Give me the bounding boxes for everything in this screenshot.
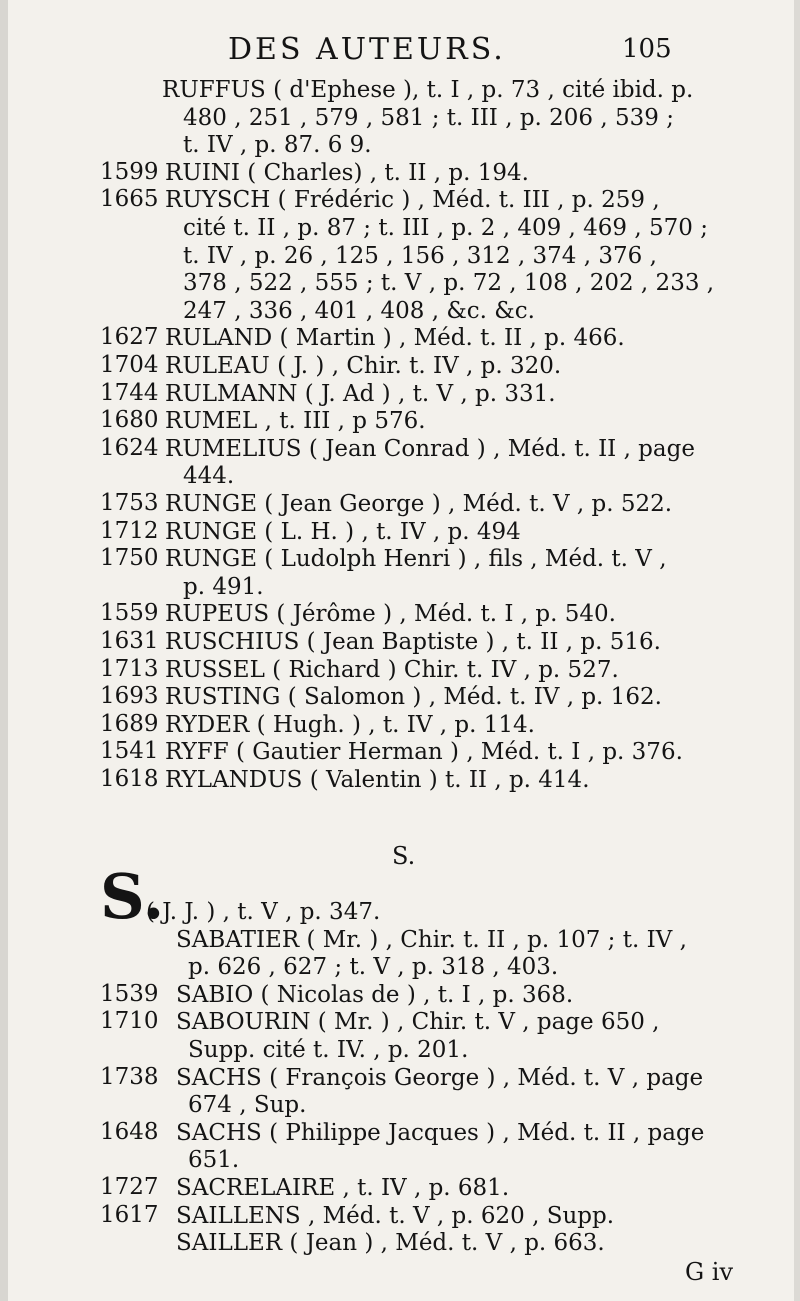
entry-year: 1753 (100, 490, 159, 516)
entry-author: RUPEUS ( Jérôme ) , Méd. t. I , p. 540. (165, 601, 616, 628)
signature-mark: G iv (685, 1258, 734, 1286)
entry-year: 1541 (100, 738, 159, 765)
entry-author: RULEAU ( J. ) , Chir. t. IV , p. 320. (165, 353, 562, 379)
entry-year: 1693 (100, 683, 159, 710)
entry-author: RUNGE ( L. H. ) , t. IV , p. 494 (165, 518, 521, 545)
entry-author: RUINI ( Charles) , t. II , p. 194. (165, 159, 529, 186)
entry-author: RUSSEL ( Richard ) Chir. t. IV , p. 527. (165, 656, 619, 683)
entry-author: SABOURIN ( Mr. ) , Chir. t. V , page 650 , (176, 1009, 660, 1036)
entry-author: SACHS ( Philippe Jacques ) , Méd. t. II , page (176, 1119, 705, 1146)
entry-year: 1689 (100, 710, 159, 737)
entry-author: RUMEL , t. III , p 576. (165, 408, 426, 435)
entry-year: 1627 (100, 324, 159, 351)
entry-continuation: Supp. cité t. IV. , p. 201. (188, 1037, 469, 1063)
large-initial-letter: S. (100, 860, 165, 933)
entry-author: SAILLENS , Méd. t. V , p. 620 , Supp. (176, 1202, 615, 1229)
entry-year: 1648 (100, 1118, 159, 1145)
entry-author: RUSCHIUS ( Jean Baptiste ) , t. II , p. 516. (165, 629, 661, 655)
entry-author: RULAND ( Martin ) , Méd. t. II , p. 466. (165, 325, 625, 352)
entry-continuation: p. 626 , 627 ; t. V , p. 318 , 403. (188, 954, 559, 981)
section-heading: S. (392, 842, 416, 870)
entry-continuation: t. IV , p. 87. 6 9. (183, 132, 372, 159)
entry-author: ( J. J. ) , t. V , p. 347. (146, 899, 381, 925)
entry-year: 1539 (100, 980, 159, 1007)
entry-continuation: t. IV , p. 26 , 125 , 156 , 312 , 374 , 376 , (183, 242, 657, 269)
entry-author: SACHS ( François George ) , Méd. t. V , page (176, 1064, 704, 1091)
entry-year: 1713 (100, 655, 159, 682)
entry-author: RULMANN ( J. Ad ) , t. V , p. 331. (165, 380, 556, 407)
entry-continuation: 444. (183, 463, 235, 490)
page-edge-left (0, 0, 8, 1301)
entry-continuation: 651. (188, 1147, 240, 1174)
entry-year: 1744 (100, 379, 159, 406)
entry-author: RUMELIUS ( Jean Conrad ) , Méd. t. II , page (165, 435, 695, 462)
entry-year: 1712 (100, 517, 159, 544)
entry-year: 1618 (100, 766, 159, 792)
page-number: 105 (622, 34, 672, 64)
entry-year: 1624 (100, 434, 159, 461)
entry-continuation: 674 , Sup. (188, 1092, 307, 1119)
entry-year: 1738 (100, 1063, 159, 1090)
entry-continuation: 480 , 251 , 579 , 581 ; t. III , p. 206 , 539 ; (183, 104, 674, 131)
entry-year: 1727 (100, 1174, 159, 1200)
entry-year: 1617 (100, 1201, 159, 1228)
entry-author: SACRELAIRE , t. IV , p. 681. (176, 1175, 510, 1201)
entry-author: RUFFUS ( d'Ephese ), t. I , p. 73 , cité ibid. p. (162, 77, 694, 103)
entry-continuation: 378 , 522 , 555 ; t. V , p. 72 , 108 , 202 , 233 , (183, 270, 715, 297)
page-edge-right (794, 0, 800, 1301)
entry-year: 1680 (100, 407, 159, 434)
entry-year: 1599 (100, 158, 159, 185)
entry-author: SABIO ( Nicolas de ) , t. I , p. 368. (176, 981, 574, 1008)
entry-author: RUNGE ( Jean George ) , Méd. t. V , p. 522. (165, 491, 673, 517)
entry-author: SAILLER ( Jean ) , Méd. t. V , p. 663. (176, 1230, 605, 1257)
entry-year: 1665 (100, 186, 159, 213)
entry-continuation: p. 491. (183, 573, 264, 600)
running-header-title: DES AUTEURS. (228, 32, 506, 67)
entry-author: RUSTING ( Salomon ) , Méd. t. IV , p. 162. (165, 684, 662, 711)
entry-author: RYFF ( Gautier Herman ) , Méd. t. I , p. 376. (165, 739, 683, 766)
entry-continuation: cité t. II , p. 87 ; t. III , p. 2 , 409 , 469 , 570 ; (183, 215, 708, 241)
entry-year: 1559 (100, 600, 159, 627)
entry-author: RYDER ( Hugh. ) , t. IV , p. 114. (165, 711, 535, 738)
entry-author: RYLANDUS ( Valentin ) t. II , p. 414. (165, 767, 590, 793)
entry-author: SABATIER ( Mr. ) , Chir. t. II , p. 107 ; t. IV , (176, 926, 687, 953)
entry-author: RUYSCH ( Frédéric ) , Méd. t. III , p. 259 , (165, 187, 660, 214)
entry-author: RUNGE ( Ludolph Henri ) , fils , Méd. t. V , (165, 546, 667, 573)
entry-year: 1750 (100, 545, 159, 572)
entry-year: 1710 (100, 1008, 159, 1035)
entry-year: 1704 (100, 352, 159, 378)
entry-year: 1631 (100, 628, 159, 654)
entry-continuation: 247 , 336 , 401 , 408 , &c. &c. (183, 297, 535, 324)
